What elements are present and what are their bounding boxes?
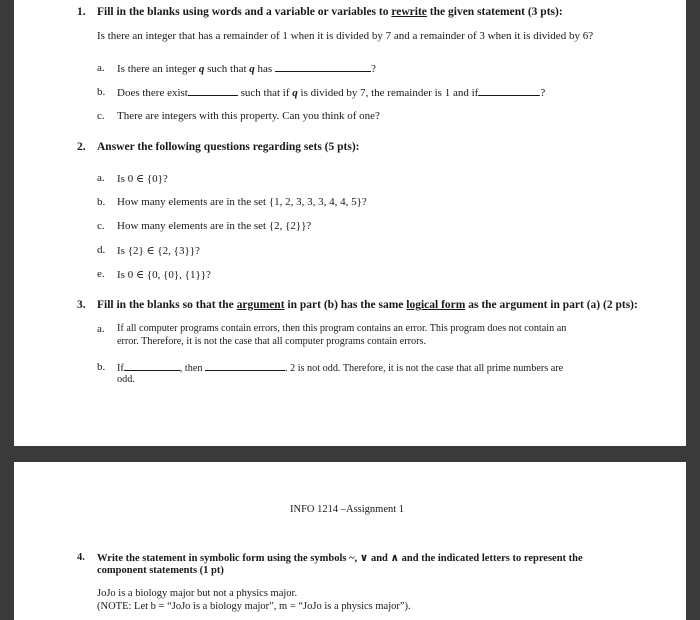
q1b-text xyxy=(117,86,545,99)
page-header: INFO 1214 –Assignment 1 xyxy=(290,504,405,515)
q1b-mid2: is divided by 7, the remainder is 1 and if xyxy=(297,87,479,99)
q3a-label: a. xyxy=(97,323,105,335)
q3-number: 3. xyxy=(77,299,86,311)
q3b-mid2: . 2 is not odd. Therefore, it is not the case that all prime numbers are xyxy=(284,363,564,374)
q2-heading: Answer the following questions regarding sets (5 pts): xyxy=(97,141,360,153)
q3-heading-underlined-2: logical form xyxy=(406,299,466,311)
q1-statement: Is there an integer that has a remainder of 1 when it is divided by 7 and a remainder of 3 when it is divided by 6? xyxy=(97,30,594,42)
q1-heading xyxy=(97,6,563,18)
q1a-pre: Is there an integer xyxy=(117,63,199,75)
q3-heading xyxy=(97,299,638,311)
q1c-label: c. xyxy=(97,110,105,122)
q3b-mid1: , then xyxy=(179,363,203,374)
q2d-label: d. xyxy=(97,244,106,256)
q1a-end: ? xyxy=(370,63,376,75)
q4-heading-line2: component statements (1 pt) xyxy=(97,565,224,576)
q1c-text: There are integers with this property. Can you think of one? xyxy=(117,110,380,122)
q1-heading-pre: Fill in the blanks using words and a variable or variables to xyxy=(97,6,392,18)
q3b-blank-2[interactable] xyxy=(205,361,285,371)
q2-number: 2. xyxy=(77,141,86,153)
q3-heading-mid: in part (b) has the same xyxy=(284,299,407,311)
q2b-label: b. xyxy=(97,196,106,208)
q1a-var2: q xyxy=(249,63,255,75)
q2d-text: Is {2} ∈ {2, {3}}? xyxy=(117,245,200,257)
q4-number: 4. xyxy=(77,552,85,563)
q3a-line2: error. Therefore, it is not the case that all computer programs contain errors. xyxy=(117,336,427,347)
q1a-mid: such that xyxy=(204,63,250,75)
q2e-text: Is 0 ∈ {0, {0}, {1}}? xyxy=(117,269,211,281)
q1-number: 1. xyxy=(77,6,86,18)
q2c-label: c. xyxy=(97,220,105,232)
q2b-text: How many elements are in the set {1, 2, 3, 3, 3, 4, 4, 5}? xyxy=(117,196,367,208)
q3-heading-post: as the argument in part (a) (2 pts): xyxy=(465,299,638,311)
q1-heading-post: the given statement (3 pts): xyxy=(426,6,563,18)
q2a-text: Is 0 ∈ {0}? xyxy=(117,173,168,185)
page-1 xyxy=(14,0,686,446)
q3-heading-pre: Fill in the blanks so that the xyxy=(97,299,237,311)
q3b-label: b. xyxy=(97,361,106,373)
q2a-label: a. xyxy=(97,172,105,184)
q1b-label: b. xyxy=(97,86,106,98)
q1a-blank[interactable] xyxy=(275,62,371,72)
q4-heading-line1: Write the statement in symbolic form using the symbols ~, ∨ and ∧ and the indicated letters to represent the xyxy=(97,553,583,564)
q4-note: (NOTE: Let b = “JoJo is a biology major”, m = “JoJo is a physics major”). xyxy=(97,601,411,612)
q2e-label: e. xyxy=(97,268,105,280)
q1b-mid1: such that if xyxy=(240,87,293,99)
q1b-blank-2[interactable] xyxy=(478,86,540,96)
q3b-pre: If xyxy=(117,363,124,374)
q3a-line1: If all computer programs contain errors, then this program contains an error. This program does not contain an xyxy=(117,323,567,334)
q4-statement: JoJo is a biology major but not a physics major. xyxy=(97,588,298,599)
q1a-label: a. xyxy=(97,62,105,74)
q1b-var: q xyxy=(292,87,298,99)
q3b-text xyxy=(117,361,563,374)
q1a-post: has xyxy=(254,63,273,75)
page-2 xyxy=(14,462,686,620)
q1b-pre: Does there exist xyxy=(117,87,188,99)
q1-heading-underlined: rewrite xyxy=(391,6,427,18)
q1b-blank-1[interactable] xyxy=(188,86,238,96)
q1a-var1: q xyxy=(198,63,205,75)
q1b-end: ? xyxy=(540,87,546,99)
q1a-text xyxy=(117,62,376,75)
q3b-blank-1[interactable] xyxy=(124,361,180,371)
q2c-text: How many elements are in the set {2, {2}}? xyxy=(117,220,312,232)
q3-heading-underlined-1: argument xyxy=(236,299,285,311)
q3b-line2: odd. xyxy=(117,374,135,385)
